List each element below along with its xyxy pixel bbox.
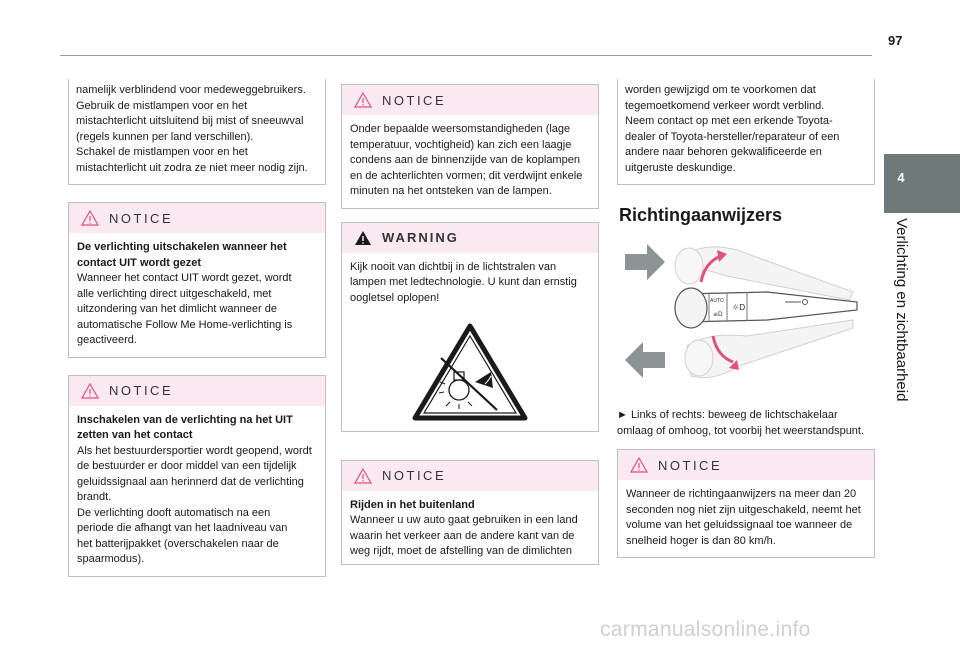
text-line: lampen met ledtechnologie. U kunt dan ernstig [350, 276, 577, 288]
notice-box [617, 449, 875, 558]
notice-box [341, 84, 599, 209]
text-line: mistachterlicht uitsluitend bij mist of sneeuwval [76, 115, 304, 127]
notice-title-line: contact UIT wordt gezet [77, 256, 202, 269]
notice-body [618, 480, 874, 557]
text-line: ► Links of rechts: beweeg de lichtschakelaar [617, 409, 838, 421]
stalk-auto-label: AUTO [710, 298, 724, 304]
led-eye-hazard-icon [411, 322, 529, 422]
text-line: dealer of Toyota-hersteller/reparateur of een [625, 130, 840, 143]
text-line: uitgeruste deskundige. [625, 161, 736, 174]
notice-header [69, 203, 325, 233]
left-arrow-icon [625, 342, 665, 378]
caution-triangle-icon [81, 383, 99, 399]
headlamp-adjust-text [617, 79, 875, 185]
chapter-title: Verlichting en zichtbaarheid [893, 218, 910, 402]
text-line: Neem contact op met een erkende Toyota- [625, 115, 833, 127]
notice-body [69, 233, 325, 357]
text-line: Kijk nooit van dichtbij in de lichtstralen van [350, 260, 557, 273]
text-line: alle verlichting direct uitgeschakeld, met [77, 287, 272, 300]
text-line: de bestuurder er door middel van een tijdelijk [77, 460, 297, 472]
warning-box [341, 222, 599, 432]
text-line: omlaag of omhoog, tot voorbij het weerstandspunt. [617, 424, 865, 437]
text-line: De verlichting dooft automatisch na een [77, 506, 271, 519]
notice-header [342, 85, 598, 115]
warning-body [342, 253, 598, 315]
text-line: het batterijpakket (overschakelen naar de [77, 537, 279, 550]
watermark: carmanualsonline.info [600, 618, 811, 641]
right-arrow-icon [625, 244, 665, 280]
caution-triangle-icon [354, 468, 372, 484]
text-line: Schakel de mistlampen voor en het [76, 146, 248, 158]
text-line: Wanneer de richtingaanwijzers na meer dan 20 [626, 488, 857, 500]
text-line: seconden nog niet zijn uitgeschakeld, neemt het [626, 503, 861, 516]
text-line: condens aan de binnenzijde van de koplampen [350, 154, 580, 166]
text-line: geluidssignaal aan herinnerd dat de verlichting [77, 475, 304, 488]
svg-text:≡D: ≡D [713, 311, 723, 318]
turn-signal-illustration [617, 236, 875, 406]
section-title: Richtingaanwijzers [619, 205, 783, 225]
caution-triangle-icon [354, 92, 372, 108]
notice-header [69, 376, 325, 406]
warning-label: WARNING [382, 230, 459, 245]
caution-triangle-icon [81, 210, 99, 226]
text-line: Onder bepaalde weersomstandigheden (lage [350, 123, 571, 135]
notice-label: NOTICE [382, 92, 447, 108]
notice-title-line: zetten van het contact [77, 429, 193, 441]
text-line: Wanneer het contact UIT wordt gezet, wordt [77, 272, 292, 284]
notice-box [68, 375, 326, 577]
notice-title-line: Inschakelen van de verlichting na het UIT [77, 413, 293, 426]
text-line: volume van het geluidssignaal toe wanneer de [626, 519, 853, 531]
text-line: periode die afhangt van het laadniveau van [77, 522, 288, 534]
top-divider [60, 55, 872, 56]
notice-body [69, 406, 325, 576]
text-line: mistachterlicht uit zodra ze niet meer nodig zijn. [76, 161, 308, 174]
text-line: Als het bestuurdersportier wordt geopend, wordt [77, 444, 312, 457]
text-line: uitzondering van het dimlicht wanneer de [77, 303, 277, 315]
notice-title-line: Rijden in het buitenland [350, 498, 475, 511]
text-line: en de achterlichten vormen; dit verdwijnt enkele [350, 169, 583, 182]
text-line: waarin het verkeer aan de andere kant van de [350, 529, 575, 542]
notice-label: NOTICE [382, 468, 447, 483]
notice-header [618, 450, 874, 480]
warning-triangle-icon [354, 230, 372, 246]
mistlamp-text [68, 79, 326, 185]
caution-triangle-icon [630, 457, 648, 473]
text-line: Wanneer u uw auto gaat gebruiken in een land [350, 514, 578, 526]
notice-label: NOTICE [109, 210, 174, 226]
notice-title-line: De verlichting uitschakelen wanneer het [77, 241, 287, 253]
text-line: brandt. [77, 491, 112, 503]
text-line: weg rijdt, moet de afstelling van de dimlichten [350, 545, 572, 557]
column-2 [341, 79, 599, 565]
notice-box [341, 460, 599, 565]
chapter-number: 4 [897, 170, 905, 185]
text-line: minuten na het ontsteken van de lampen. [350, 185, 552, 197]
text-line: tegemoetkomend verkeer wordt verblind. [625, 99, 825, 112]
text-line: automatische Follow Me Home-verlichting is [77, 318, 293, 331]
text-line: geactiveerd. [77, 334, 137, 346]
text-line: temperatuur, vochtigheid) kan zich een laagje [350, 138, 572, 151]
turn-signal-instruction [617, 408, 875, 439]
column-3 [617, 79, 875, 558]
text-line: snelheid hoger is dan 80 km/h. [626, 534, 776, 547]
notice-body [342, 491, 598, 564]
page-number: 97 [888, 33, 903, 48]
text-line: Gebruik de mistlampen voor en het [76, 99, 248, 112]
text-line: spaarmodus). [77, 553, 145, 565]
column-1 [68, 79, 326, 577]
svg-text:☼D: ☼D [732, 303, 746, 312]
notice-label: NOTICE [658, 457, 723, 473]
text-line: worden gewijzigd om te voorkomen dat [625, 84, 816, 96]
warning-header [342, 223, 598, 253]
text-line: namelijk verblindend voor medeweggebruikers. [76, 84, 306, 96]
notice-box [68, 202, 326, 358]
light-stalk-illustration [617, 236, 875, 406]
notice-body [342, 115, 598, 208]
notice-header [342, 461, 598, 491]
text-line: oogletsel oplopen! [350, 291, 440, 304]
text-line: andere naar behoren gekwalificeerde en [625, 146, 822, 158]
notice-label: NOTICE [109, 383, 174, 398]
text-line: (regels kunnen per land verschillen). [76, 130, 254, 143]
